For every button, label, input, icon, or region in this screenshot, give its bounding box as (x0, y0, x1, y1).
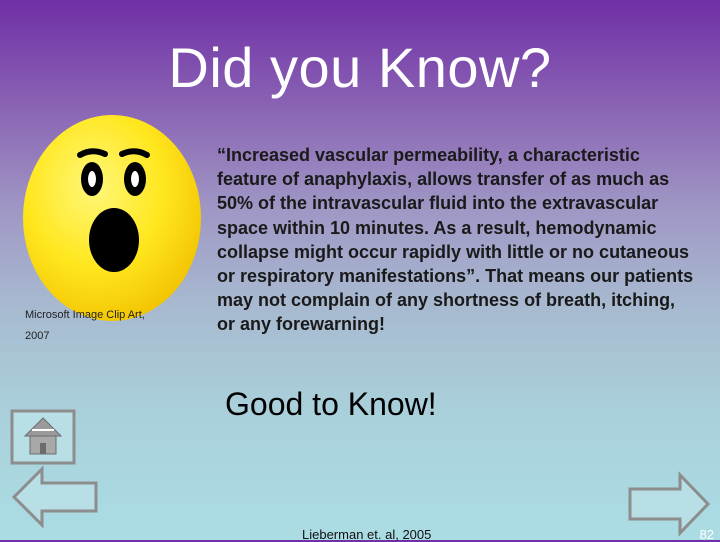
open-mouth (89, 208, 139, 272)
image-credit: Microsoft Image Clip Art, 2007 (25, 309, 145, 342)
surprised-face-icon (22, 113, 202, 323)
subheading: Good to Know! (225, 386, 437, 422)
arrow-left-icon (14, 469, 96, 525)
citation: Lieberman et. al, 2005 (302, 527, 432, 542)
home-icon (12, 411, 74, 463)
back-button[interactable] (12, 465, 98, 529)
arrow-right-icon (630, 475, 708, 533)
slide-number: 82 (699, 527, 714, 542)
home-button[interactable] (10, 409, 76, 465)
next-button[interactable] (628, 471, 710, 537)
quote-text: “Increased vascular permeability, a characteristic feature of anaphylaxis, allows transfer of as much as 50% of the intravascular fluid into the extravascular space within 10 minutes. As a result, hemodynamic collapse might occur rapidly with little or no cutaneous or respiratory manifestations”. That means our patients may not complain of any shortness of breath, itching, or any forewarning! (217, 145, 694, 335)
slide-title: Did you Know? (168, 36, 552, 99)
